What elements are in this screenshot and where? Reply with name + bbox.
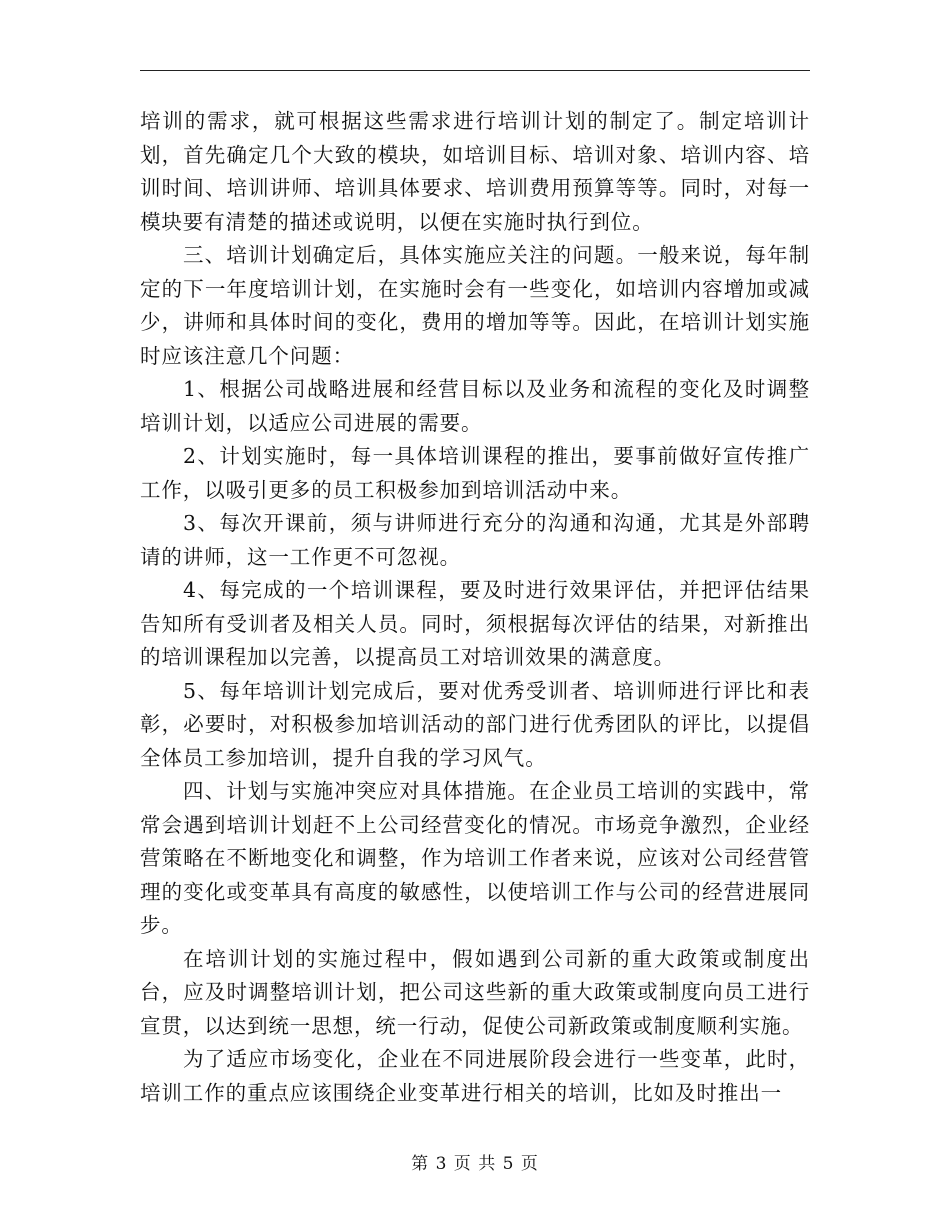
paragraph-9: 在培训计划的实施过程中，假如遇到公司新的重大政策或制度出台，应及时调整培训计划，把公司这些新的重大政策或制度向员工进行宣贯，以达到统一思想，统一行动，促使公司新政策或制度顺利实施。	[140, 946, 810, 1038]
paragraph-3: 1、根据公司战略进展和经营目标以及业务和流程的变化及时调整培训计划，以适应公司进展的需要。	[140, 377, 810, 435]
page-footer	[0, 1152, 950, 1176]
paragraph-2: 三、培训计划确定后，具体实施应关注的问题。一般来说，每年制定的下一年度培训计划，在实施时会有一些变化，如培训内容增加或减少，讲师和具体时间的变化，费用的增加等等。因此，在培训计划实施时应该注意几个问题：	[140, 243, 810, 368]
paragraph-4: 2、计划实施时，每一具体培训课程的推出，要事前做好宣传推广工作，以吸引更多的员工积极参加到培训活动中来。	[140, 444, 810, 502]
page-number-label: 第 3 页 共 5 页	[411, 1154, 539, 1174]
paragraph-1: 培训的需求，就可根据这些需求进行培训计划的制定了。制定培训计划，首先确定几个大致的模块，如培训目标、培训对象、培训内容、培训时间、培训讲师、培训具体要求、培训费用预算等等。同时，对每一模块要有清楚的描述或说明，以便在实施时执行到位。	[140, 109, 810, 234]
paragraph-6: 4、每完成的一个培训课程，要及时进行效果评估，并把评估结果告知所有受训者及相关人员。同时，须根据每次评估的结果，对新推出的培训课程加以完善，以提高员工对培训效果的满意度。	[140, 578, 810, 669]
paragraph-10: 为了适应市场变化，企业在不同进展阶段会进行一些变革，此时，培训工作的重点应该围绕企业变革进行相关的培训，比如及时推出一	[140, 1047, 810, 1105]
paragraph-5: 3、每次开课前，须与讲师进行充分的沟通和沟通，尤其是外部聘请的讲师，这一工作更不可忽视。	[140, 511, 810, 569]
document-body	[140, 105, 810, 1110]
header-rule	[140, 70, 810, 71]
paragraph-7: 5、每年培训计划完成后，要对优秀受训者、培训师进行评比和表彰，必要时，对积极参加培训活动的部门进行优秀团队的评比，以提倡全体员工参加培训，提升自我的学习风气。	[140, 678, 810, 770]
paragraph-8: 四、计划与实施冲突应对具体措施。在企业员工培训的实践中，常常会遇到培训计划赶不上公司经营变化的情况。市场竞争激烈，企业经营策略在不断地变化和调整，作为培训工作者来说，应该对公司经营管理的变化或变革具有高度的敏感性，以使培训工作与公司的经营进展同步。	[140, 779, 810, 937]
